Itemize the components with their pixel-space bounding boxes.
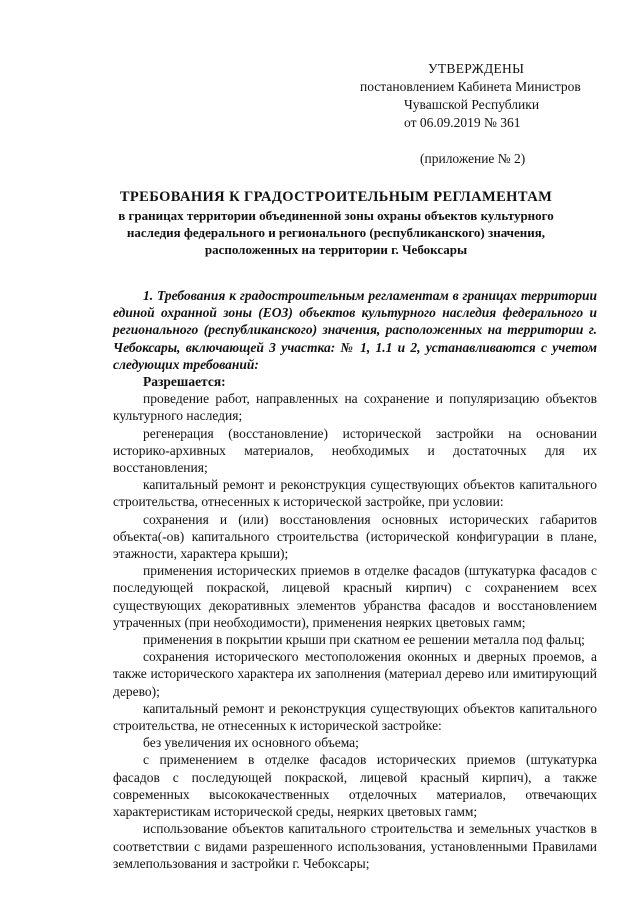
paragraph: капитальный ремонт и реконструкция существующих объектов капитального строительства, не отнесенных к исторической застройке:: [113, 700, 597, 734]
paragraph: сохранения и (или) восстановления основных исторических габаритов объекта(-ов) капитального строительства (исторической конфигурации в плане, этажности, характера крыши);: [113, 511, 597, 562]
paragraph: проведение работ, направленных на сохранение и популяризацию объектов культурного наследия;: [113, 391, 597, 424]
title-subheading: в границах территории объединенной зоны охраны объектов культурного наследия федерального и регионального (республиканского) значения, расположенных на территории г. Чебоксары: [118, 208, 554, 257]
approval-republic: Чувашской Республики: [404, 97, 540, 112]
paragraph: применения исторических приемов в отделке фасадов (штукатурка фасадов с последующей покраской, лицевой красный кирпич) с сохранением всех существующих декоративных элементов убранства фасадов и восстановлением утраченных (при необходимости), применения неярких цветовых гамм;: [113, 563, 597, 630]
paragraph: с применением в отделке фасадов исторических приемов (штукатурка фасадов с последующей покраской, лицевой красный кирпич), а также современных высококачественных отделочных материалов, отвечающих характеристикам исторической среды, неярких цветовых гамм;: [113, 752, 597, 820]
section-1-intro: 1. Требования к градостроительным регламентам в границах территории единой охранной зоны (ЕОЗ) объектов культурного наследия федерального и регионального (республиканского) значения, расположенных на территории г. Чебоксары, включающей 3 участка: № 1, 1.1 и 2, устанавливаются с учетом следующих требований:: [113, 288, 597, 372]
approval-issuer: постановлением Кабинета Министров: [360, 79, 581, 94]
paragraph: капитальный ремонт и реконструкция существующих объектов капитального строительства, отнесенных к исторической застройке, при условии:: [113, 477, 597, 510]
document-body: [113, 287, 597, 872]
paragraph: сохранения исторического местоположения оконных и дверных проемов, а также исторического характера их заполнения (материал дерево или имитирующий дерево);: [113, 649, 597, 699]
approval-stamp: [352, 60, 612, 168]
document-title: [96, 188, 576, 258]
paragraph: регенерация (восстановление) исторической застройки на основании историко-архивных материалов, необходимых и достаточных для их восстановления;: [113, 425, 597, 476]
title-heading: ТРЕБОВАНИЯ К ГРАДОСТРОИТЕЛЬНЫМ РЕГЛАМЕНТАМ: [119, 189, 553, 205]
approval-date-number: от 06.09.2019 № 361: [404, 115, 521, 130]
permitted-heading: Разрешается:: [143, 374, 226, 390]
paragraph: использование объектов капитального строительства и земельных участков в соответствии с видами разрешенного использования, установленными Правилами землепользования и застройки г. Чебоксары;: [113, 821, 597, 871]
paragraph: без увеличения их основного объема;: [143, 735, 359, 751]
appendix-note: (приложение № 2): [420, 151, 526, 166]
approval-heading: УТВЕРЖДЕНЫ: [428, 61, 525, 76]
paragraph: применения в покрытии крыши при скатном ее решении металла под фальц;: [143, 632, 585, 648]
